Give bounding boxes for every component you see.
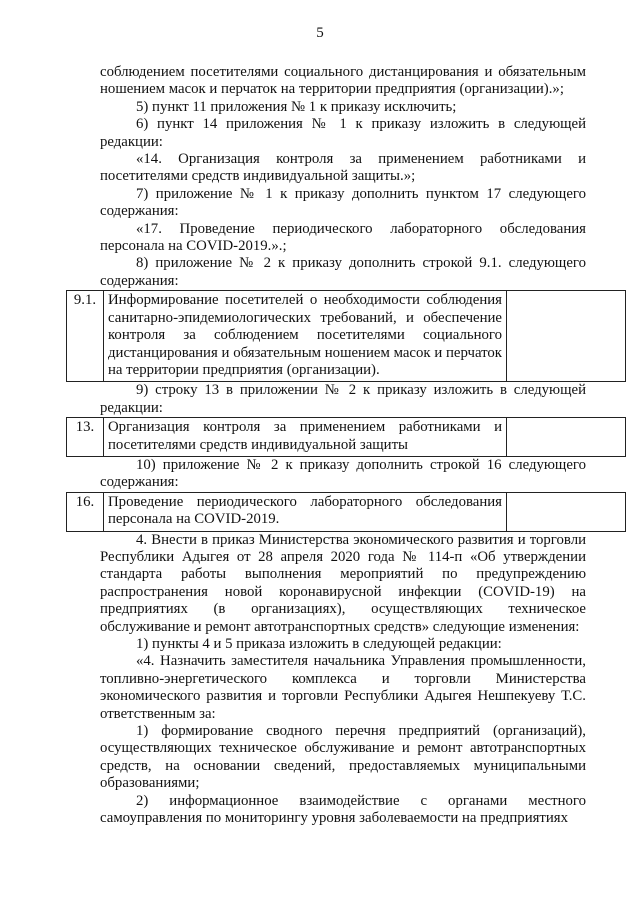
paragraph: «4. Назначить заместителя начальника Управления промышленности, топливно-энергетического комплекса и торговли Министерства экономического развития и торговли Республики Адыгея Нешпекуеву Т.С. ответственным за: [100, 653, 586, 722]
paragraph: 10) приложение № 2 к приказу дополнить строкой 16 следующего содержания: [100, 456, 586, 491]
table-row-13 [66, 417, 626, 457]
paragraph: 5) пункт 11 приложения № 1 к приказу исключить; [136, 98, 457, 115]
table-row-16 [66, 492, 626, 532]
row-text: Информирование посетителей о необходимости соблюдения санитарно-эпидемиологических требований, и обеспечение контроля за соблюдением посетителями социального дистанцирования и обязательным ношением масок и перчаток на территории предприятия (организации). [104, 291, 507, 382]
paragraph: 2) информационное взаимодействие с органами местного самоуправления по мониторингу уровня заболеваемости на предприятиях [100, 792, 586, 827]
row-empty-cell [507, 291, 626, 382]
row-number: 13. [67, 418, 104, 457]
row-number: 16. [67, 492, 104, 531]
paragraph: 9) строку 13 в приложении № 2 к приказу изложить в следующей редакции: [100, 382, 586, 416]
paragraph: «17. Проведение периодического лабораторного обследования персонала на COVID-2019.».; [100, 220, 586, 255]
paragraph: 1) пункты 4 и 5 приказа изложить в следующей редакции: [136, 636, 502, 652]
row-empty-cell [507, 492, 626, 531]
paragraph: 6) пункт 14 приложения № 1 к приказу изложить в следующей редакции: [100, 116, 586, 150]
paragraph: 1) формирование сводного перечня предприятий (организаций), осуществляющих техническое обслуживание и ремонт автотранспортных средств, на основании сведений, предоставляемых муниципальными образованиями; [100, 723, 586, 792]
document-body [73, 64, 586, 827]
row-number: 9.1. [67, 291, 104, 382]
paragraph: 7) приложение № 1 к приказу дополнить пунктом 17 следующего содержания: [100, 185, 586, 220]
paragraph: «14. Организация контроля за применением работниками и посетителями средств индивидуальной защиты.»; [100, 151, 586, 185]
row-text: Проведение периодического лабораторного обследования персонала на COVID-2019. [104, 492, 507, 531]
row-text: Организация контроля за применением работниками и посетителями средств индивидуальной защиты [104, 418, 507, 457]
paragraph: соблюдением посетителями социального дистанцирования и обязательным ношением масок и перчаток на территории предприятия (организации).»; [100, 64, 586, 98]
table-row-9-1 [66, 290, 626, 382]
paragraph: 4. Внести в приказ Министерства экономического развития и торговли Республики Адыгея от 28 апреля 2020 года № 114-п «Об утверждении стандарта работы выполнения мероприятий по предупреждению распространения новой коронавирусной инфекции (COVID-19) на предприятиях (в организациях), осуществляющих техническое обслуживание и ремонт автотранспортных средств» следующие изменения: [100, 531, 586, 635]
row-empty-cell [507, 418, 626, 457]
paragraph: 8) приложение № 2 к приказу дополнить строкой 9.1. следующего содержания: [100, 255, 586, 289]
page-number: 5 [316, 25, 324, 41]
